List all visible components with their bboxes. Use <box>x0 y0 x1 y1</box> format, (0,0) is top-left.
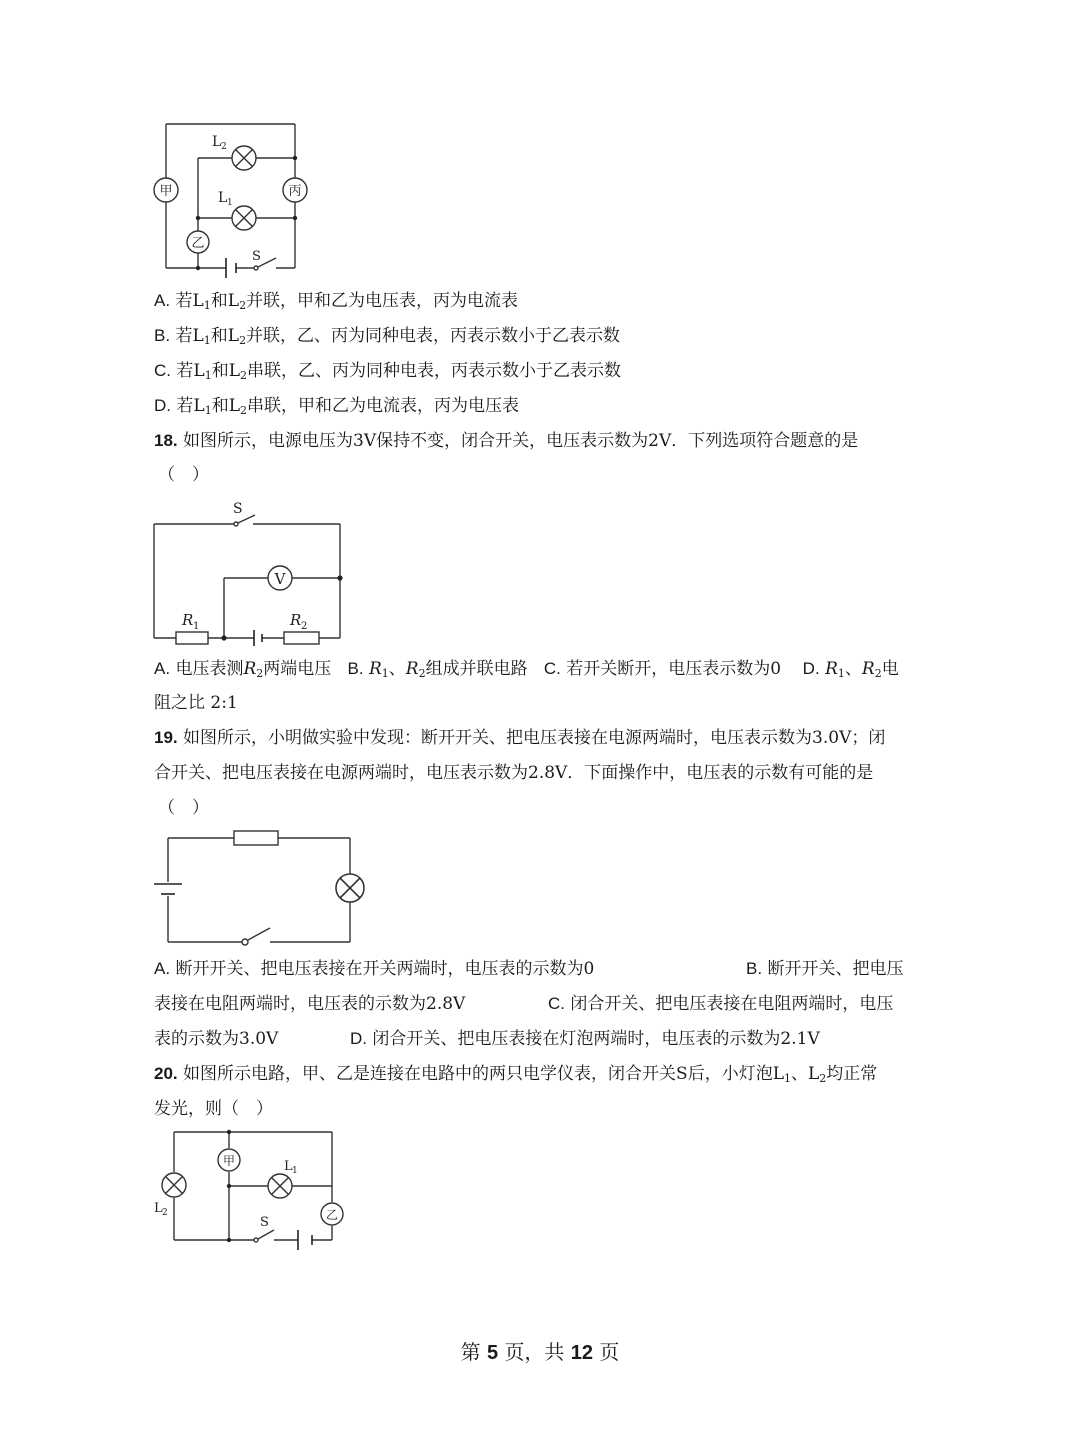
label-l1: L <box>218 190 228 206</box>
q20-stem-line2: 发光，则（ ） <box>154 1099 273 1119</box>
meter-jia-label: 甲 <box>159 184 173 199</box>
q18-options-line1: A. 电压表测$R_2$两端电压 B. $R_1$、$R_2$组成并联电路 C. 若开关断开，电压表示数为0 D. $R_1$、$R_2$电 <box>154 659 899 680</box>
q18-paren: （ ） <box>158 465 209 485</box>
meter-bing-label: 丙 <box>288 184 302 199</box>
label-r2-sub: 2 <box>301 621 308 632</box>
resistor-r2 <box>284 632 319 644</box>
q19-options-line1: A. 断开开关、把电压表接在开关两端时，电压表的示数为0 <box>154 959 595 979</box>
q18-options-line2: 阻之比 2:1 <box>154 693 238 713</box>
q20-stem-line1: 20. 如图所示电路，甲、乙是连接在电路中的两只电学仪表，闭合开关S后，小灯泡$L_1$、$L_2$均正常 <box>154 1064 878 1085</box>
label-r2: R <box>290 611 302 629</box>
q19-paren: （ ） <box>158 798 209 818</box>
bulb-l1-icon <box>232 206 256 230</box>
q19-option-b-start: B. 断开开关、把电压 <box>746 959 904 979</box>
resistor-r1 <box>176 632 208 644</box>
voltmeter-label: V <box>274 570 286 588</box>
figure-q17-circuit <box>150 118 315 278</box>
label-l1-sub: 1 <box>292 1166 298 1176</box>
figure-q18-circuit <box>150 498 350 648</box>
label-l2-sub: 2 <box>162 1208 168 1218</box>
label-l2: L <box>154 1201 163 1216</box>
label-switch: S <box>233 501 243 517</box>
label-r1-sub: 1 <box>193 621 200 632</box>
q17-option-c: C. 若$L_1$和$L_2$串联，乙、丙为同种电表，丙表示数小于乙表示数 <box>154 361 621 382</box>
label-l2-sub: 2 <box>221 142 227 152</box>
q19-stem-line2: 合开关、把电压表接在电源两端时，电压表示数为2.8V．下面操作中，电压表的示数有可能的是 <box>154 763 874 783</box>
label-switch: S <box>260 1215 269 1230</box>
meter-yi-label: 乙 <box>325 1208 339 1222</box>
label-l1-sub: 1 <box>227 198 233 208</box>
label-switch: S <box>252 249 261 264</box>
bulb-l2-icon <box>162 1173 186 1197</box>
figure-q19-circuit <box>150 826 370 950</box>
resistor <box>234 831 278 845</box>
q18-stem: 18. 如图所示，电源电压为3V保持不变，闭合开关，电压表示数为2V．下列选项符合题意的是 <box>154 431 859 451</box>
bulb-icon <box>336 874 364 902</box>
label-l2: L <box>212 134 222 150</box>
label-r1: R <box>182 611 194 629</box>
meter-yi-label: 乙 <box>191 236 205 251</box>
q19-options-line3: 表的示数为3.0V <box>154 1029 279 1049</box>
bulb-l2-icon <box>232 146 256 170</box>
q19-options-line2: 表接在电阻两端时，电压表的示数为2.8V <box>154 994 466 1014</box>
q19-option-d: D. 闭合开关、把电压表接在灯泡两端时，电压表的示数为2.1V <box>350 1029 820 1049</box>
bulb-l1-icon <box>268 1174 292 1198</box>
figure-q20-circuit <box>150 1126 365 1256</box>
q19-option-c-start: C. 闭合开关、把电压表接在电阻两端时，电压 <box>548 994 894 1014</box>
q17-option-b: B. 若$L_1$和$L_2$并联，乙、丙为同种电表，丙表示数小于乙表示数 <box>154 326 621 347</box>
meter-jia-label: 甲 <box>222 1154 236 1168</box>
q19-stem-line1: 19. 如图所示，小明做实验中发现：断开开关、把电压表接在电源两端时，电压表示数为3.0V；闭 <box>154 728 886 748</box>
page-footer: 第 5 页，共 12 页 <box>460 1340 620 1364</box>
q17-option-a: A. 若$L_1$和$L_2$并联，甲和乙为电压表，丙为电流表 <box>154 291 519 312</box>
label-l1: L <box>284 1159 293 1174</box>
q17-option-d: D. 若$L_1$和$L_2$串联，甲和乙为电流表，丙为电压表 <box>154 396 519 417</box>
